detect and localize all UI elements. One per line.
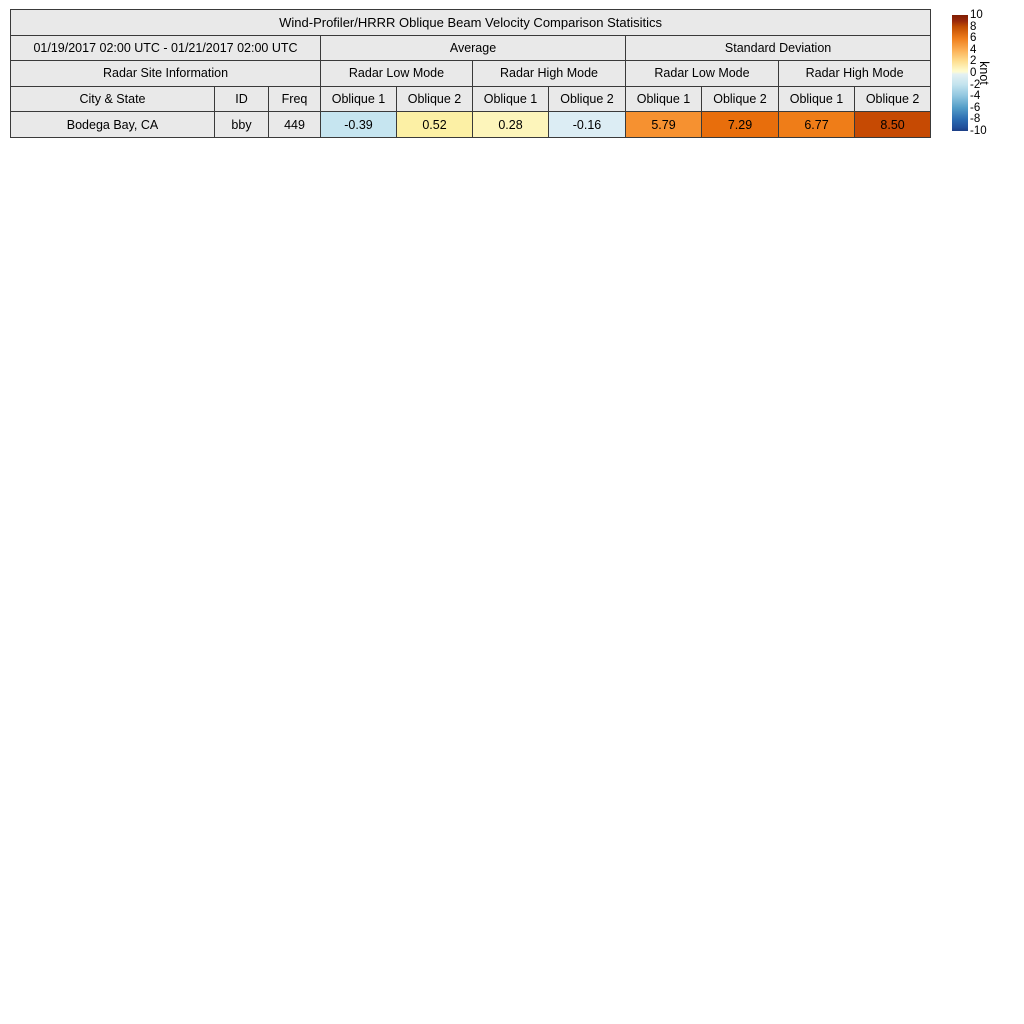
col-header-oblique-2: Oblique 2 [397,86,473,112]
colorbar-tick: -10 [970,125,987,137]
colorbar-tick: -8 [970,113,981,126]
cell-std-low-oblique-2: 7.29 [702,112,779,138]
group-std-radar-low-mode: Radar Low Mode [626,61,779,87]
cell-std-high-oblique-2: 8.50 [855,112,931,138]
col-header-oblique-1: Oblique 1 [321,86,397,112]
cell-std-high-oblique-1: 6.77 [779,112,855,138]
cell-city-state: Bodega Bay, CA [11,112,215,138]
col-header-oblique-2: Oblique 2 [855,86,931,112]
col-header-city-state: City & State [11,86,215,112]
colorbar-tick: 0 [970,67,977,79]
col-header-oblique-2: Oblique 2 [549,86,626,112]
group-std-radar-high-mode: Radar High Mode [779,61,931,87]
colorbar-tick: 4 [970,43,977,56]
group-radar-site-information: Radar Site Information [11,61,321,87]
colorbar-tick: 10 [970,9,983,21]
group-average: Average [321,35,626,61]
group-standard-deviation: Standard Deviation [626,35,931,61]
colorbar-gradient [952,15,968,131]
group-row-1 [11,35,931,61]
colorbar-tick: 2 [970,55,977,68]
col-header-oblique-1: Oblique 1 [626,86,702,112]
date-range: 01/19/2017 02:00 UTC - 01/21/2017 02:00 UTC [11,35,321,61]
cell-avg-low-oblique-1: -0.39 [321,112,397,138]
colorbar-tick: -6 [970,101,981,114]
table-row [11,112,931,138]
title-row [11,10,931,36]
group-row-2 [11,61,931,87]
colorbar-tick: 6 [970,32,977,45]
cell-std-low-oblique-1: 5.79 [626,112,702,138]
cell-avg-high-oblique-2: -0.16 [549,112,626,138]
colorbar-tick: -4 [970,90,981,103]
cell-avg-low-oblique-2: 0.52 [397,112,473,138]
cell-freq: 449 [269,112,321,138]
cell-avg-high-oblique-1: 0.28 [473,112,549,138]
group-avg-radar-low-mode: Radar Low Mode [321,61,473,87]
cell-id: bby [215,112,269,138]
colorbar-tick: 8 [970,20,977,33]
group-avg-radar-high-mode: Radar High Mode [473,61,626,87]
col-header-id: ID [215,86,269,112]
colorbar-unit-label: knot [977,61,991,85]
col-header-freq: Freq [269,86,321,112]
column-header-row [11,86,931,112]
col-header-oblique-2: Oblique 2 [702,86,779,112]
col-header-oblique-1: Oblique 1 [473,86,549,112]
table-title: Wind-Profiler/HRRR Oblique Beam Velocity Comparison Statisitics [11,10,931,36]
stats-table [10,9,931,138]
colorbar-tick: -2 [970,78,981,91]
col-header-oblique-1: Oblique 1 [779,86,855,112]
